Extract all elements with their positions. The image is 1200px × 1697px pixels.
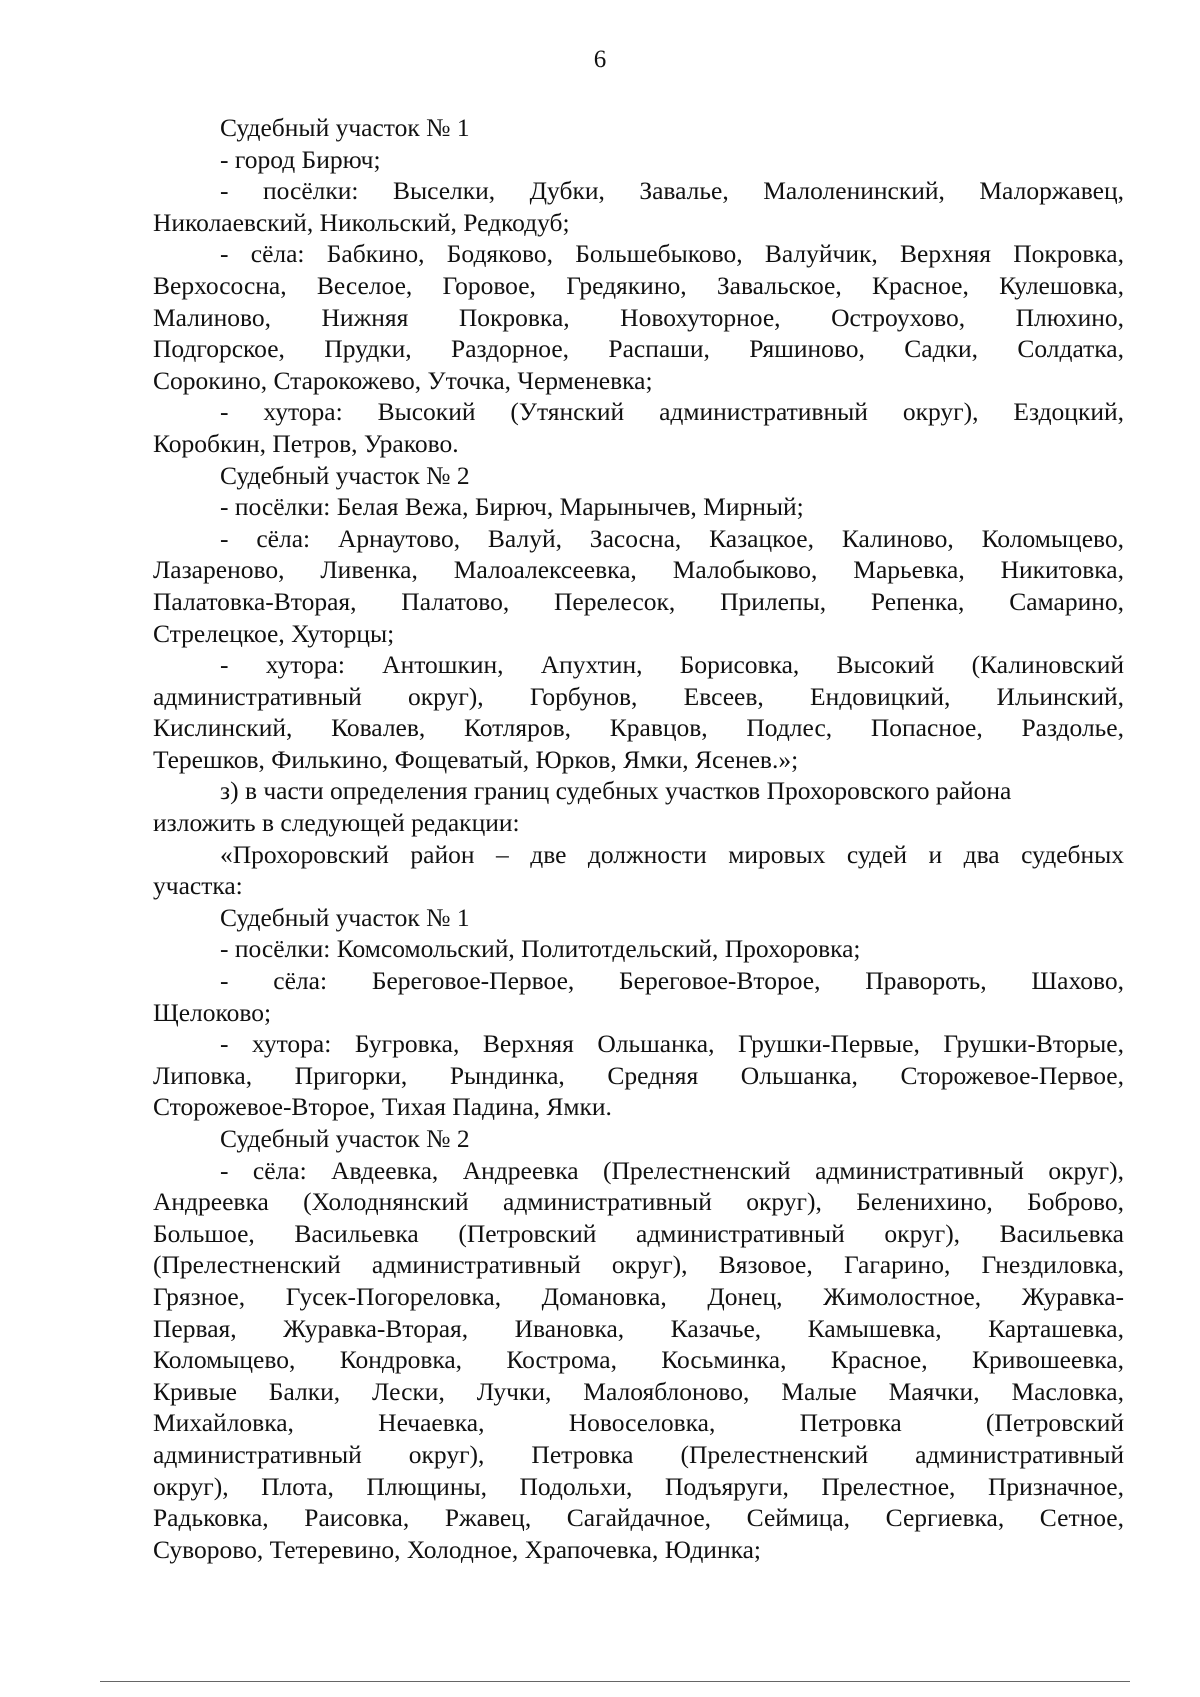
text-line: Лазареново, Ливенка, Малоалексеевка, Малобыково, Марьевка, Никитовка, [153,555,1124,585]
text-line: Радьковка, Раисовка, Ржавец, Сагайдачное, Сеймица, Сергиевка, Сетное, [153,1503,1124,1533]
text-line: - сёла: Береговое-Первое, Береговое-Второе, Правороть, Шахово, [220,966,1124,996]
text-line: Андреевка (Холоднянский административный округ), Беленихино, Боброво, [153,1187,1124,1217]
text-line: Николаевский, Никольский, Редкодуб; [153,207,570,237]
text-line: Сторожевое-Второе, Тихая Падина, Ямки. [153,1092,612,1122]
text-line: административный округ), Петровка (Прелестненский административный [153,1439,1124,1469]
text-line: Большое, Васильевка (Петровский административный округ), Васильевка [153,1218,1124,1248]
text-line: - посёлки: Выселки, Дубки, Завалье, Малоленинский, Малоржавец, [220,176,1124,206]
text-line: з) в части определения границ судебных участков Прохоровского района [220,776,1012,806]
text-line: Стрелецкое, Хуторцы; [153,618,395,648]
text-line: - хутора: Антошкин, Апухтин, Борисовка, Высокий (Калиновский [220,650,1124,680]
text-line: Подгорское, Прудки, Раздорное, Распаши, Ряшиново, Садки, Солдатка, [153,334,1124,364]
text-line: Коробкин, Петров, Ураково. [153,428,459,458]
text-line: Судебный участок № 1 [220,902,470,932]
text-line: Щелоково; [153,997,272,1027]
document-body [153,112,1124,1565]
text-line: - посёлки: Комсомольский, Политотдельский, Прохоровка; [220,934,861,964]
text-line: Терешков, Филькино, Фощеватый, Юрков, Ямки, Ясенев.»; [153,744,799,774]
text-line: «Прохоровский район – две должности мировых судей и два судебных [220,839,1124,869]
text-line: Грязное, Гусек-Погореловка, Домановка, Донец, Жимолостное, Журавка- [153,1281,1124,1311]
text-line: (Прелестненский административный округ), Вязовое, Гагарино, Гнездиловка, [153,1250,1124,1280]
text-line: Кривые Балки, Лески, Лучки, Малояблоново, Малые Маячки, Масловка, [153,1376,1124,1406]
text-line: Первая, Журавка-Вторая, Ивановка, Казачье, Камышевка, Карташевка, [153,1313,1124,1343]
text-line: Верхососна, Веселое, Горовое, Гредякино, Завальское, Красное, Кулешовка, [153,270,1124,300]
text-line: Суворово, Тетеревино, Холодное, Храпочевка, Юдинка; [153,1534,761,1564]
text-line: Судебный участок № 1 [220,113,470,142]
bottom-rule [100,1681,1130,1682]
text-line: изложить в следующей редакции: [153,808,520,838]
text-line: Палатовка-Вторая, Палатово, Перелесок, Прилепы, Репенка, Самарино, [153,586,1124,616]
text-line: - город Бирюч; [220,144,381,174]
text-line: - сёла: Арнаутово, Валуй, Засосна, Казацкое, Калиново, Коломыцево, [220,523,1124,553]
text-line: Судебный участок № 2 [220,460,470,490]
text-line: Липовка, Пригорки, Рындинка, Средняя Ольшанка, Сторожевое-Первое, [153,1060,1124,1090]
text-line: административный округ), Горбунов, Евсеев, Ендовицкий, Ильинский, [153,681,1124,711]
text-line: - хутора: Высокий (Утянский административный округ), Ездоцкий, [220,397,1124,427]
text-line: Коломыцево, Кондровка, Кострома, Косьминка, Красное, Кривошеевка, [153,1345,1124,1375]
text-line: Малиново, Нижняя Покровка, Новохуторное, Остроухово, Плюхино, [153,302,1124,332]
text-line: - посёлки: Белая Вежа, Бирюч, Марынычев, Мирный; [220,492,804,522]
text-line: Кислинский, Ковалев, Котляров, Кравцов, Подлес, Попасное, Раздолье, [153,713,1124,743]
text-line: Михайловка, Нечаевка, Новоселовка, Петровка (Петровский [153,1408,1124,1438]
text-line: - хутора: Бугровка, Верхняя Ольшанка, Грушки-Первые, Грушки-Вторые, [220,1029,1124,1059]
text-line: округ), Плота, Плющины, Подольхи, Подъяруги, Прелестное, Призначное, [153,1471,1124,1501]
text-line: - сёла: Авдеевка, Андреевка (Прелестненский административный округ), [220,1155,1124,1185]
text-line: участка: [153,871,243,901]
text-line: Судебный участок № 2 [220,1124,470,1153]
text-line: Сорокино, Старокожево, Уточка, Черменевка; [153,365,653,395]
text-line: - сёла: Бабкино, Бодяково, Большебыково, Валуйчик, Верхняя Покровка, [220,239,1124,269]
page-number: 6 [593,46,607,73]
